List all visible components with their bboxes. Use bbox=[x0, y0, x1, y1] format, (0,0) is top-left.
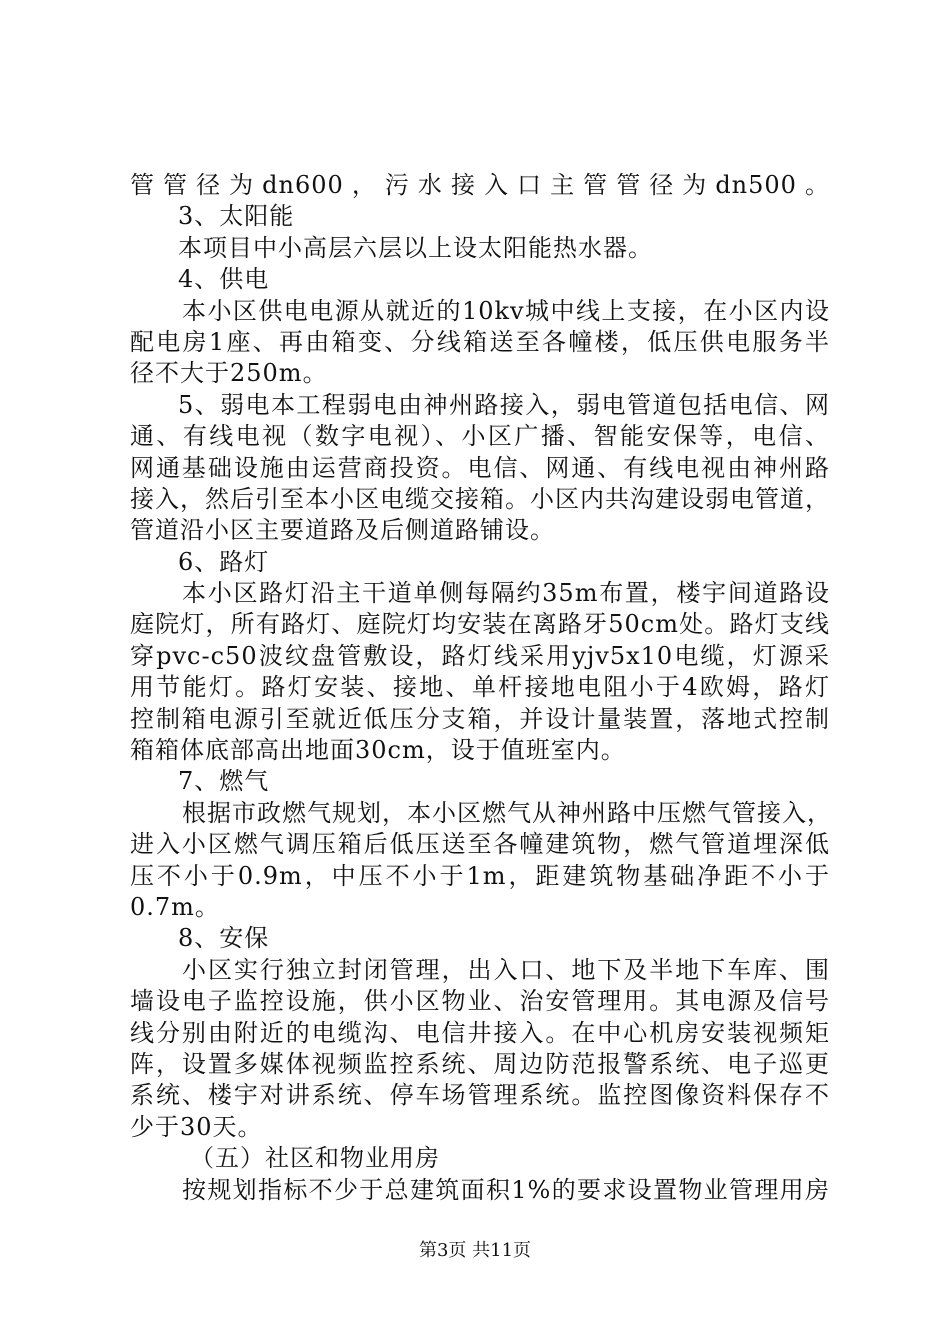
heading-solar: 3、太阳能 bbox=[178, 202, 295, 231]
text-line: 箱箱体底部高出地面30cm，设于值班室内。 bbox=[130, 736, 626, 765]
heading-power: 4、供电 bbox=[178, 265, 270, 294]
heading-low-voltage: 5、弱电本工程弱电由神州路接入，弱电管道包括电信、网 bbox=[178, 390, 830, 419]
text-line: 线分别由附近的电缆沟、电信井接入。在中心机房安装视频矩 bbox=[130, 1018, 830, 1047]
text-line: 本小区路灯沿主干道单侧每隔约35m布置，楼宇间道路设 bbox=[182, 579, 830, 608]
section-heading: （五）社区和物业用房 bbox=[190, 1144, 440, 1173]
page-number-footer: 第3页 共11页 bbox=[418, 1240, 532, 1261]
text-line: 按规划指标不少于总建筑面积1%的要求设置物业管理用房 bbox=[182, 1175, 830, 1204]
text-line: 接入，然后引至本小区电缆交接箱。小区内共沟建设弱电管道， bbox=[130, 484, 830, 513]
text-line: 径不大于250m。 bbox=[130, 359, 328, 388]
text-line: 网通基础设施由运营商投资。电信、网通、有线电视由神州路 bbox=[130, 453, 830, 482]
text-line: 墙设电子监控设施，供小区物业、治安管理用。其电源及信号 bbox=[130, 987, 830, 1016]
text-line: 少于30天。 bbox=[130, 1112, 263, 1141]
text-line: 通、有线电视（数字电视）、小区广播、智能安保等，电信、 bbox=[130, 422, 830, 451]
text-line: 根据市政燃气规划，本小区燃气从神州路中压燃气管接入， bbox=[182, 798, 832, 827]
text-line: 管管径为dn600，污水接入口主管管径为dn500。 bbox=[130, 171, 830, 199]
text-line: 小区实行独立封闭管理，出入口、地下及半地下车库、围 bbox=[182, 955, 830, 984]
text-line: 管道沿小区主要道路及后侧道路铺设。 bbox=[130, 516, 555, 545]
body-text bbox=[130, 170, 830, 1206]
heading-gas: 7、燃气 bbox=[178, 767, 270, 796]
text-line: 本项目中小高层六层以上设太阳能热水器。 bbox=[178, 233, 653, 262]
heading-street-lights: 6、路灯 bbox=[178, 547, 270, 576]
text-line: 庭院灯，所有路灯、庭院灯均安装在离路牙50cm处。路灯支线 bbox=[130, 610, 830, 639]
text-line: 控制箱电源引至就近低压分支箱，并设计量装置，落地式控制 bbox=[130, 704, 830, 733]
text-line: 用节能灯。路灯安装、接地、单杆接地电阻小于4欧姆，路灯 bbox=[130, 673, 830, 702]
text-line: 穿pvc-c50波纹盘管敷设，路灯线采用yjv5x10电缆，灯源采 bbox=[130, 641, 830, 670]
text-line: 配电房1座、再由箱变、分线箱送至各幢楼，低压供电服务半 bbox=[130, 327, 830, 356]
text-line: 阵，设置多媒体视频监控系统、周边防范报警系统、电子巡更 bbox=[130, 1049, 830, 1078]
text-line: 本小区供电电源从就近的10kv城中线上支接，在小区内设 bbox=[182, 296, 830, 325]
text-line: 0.7m。 bbox=[130, 892, 220, 921]
heading-security: 8、安保 bbox=[178, 924, 270, 953]
text-line: 压不小于0.9m，中压不小于1m，距建筑物基础净距不小于 bbox=[130, 861, 830, 890]
text-line: 系统、楼宇对讲系统、停车场管理系统。监控图像资料保存不 bbox=[130, 1081, 830, 1110]
text-line: 进入小区燃气调压箱后低压送至各幢建筑物，燃气管道埋深低 bbox=[130, 830, 830, 859]
